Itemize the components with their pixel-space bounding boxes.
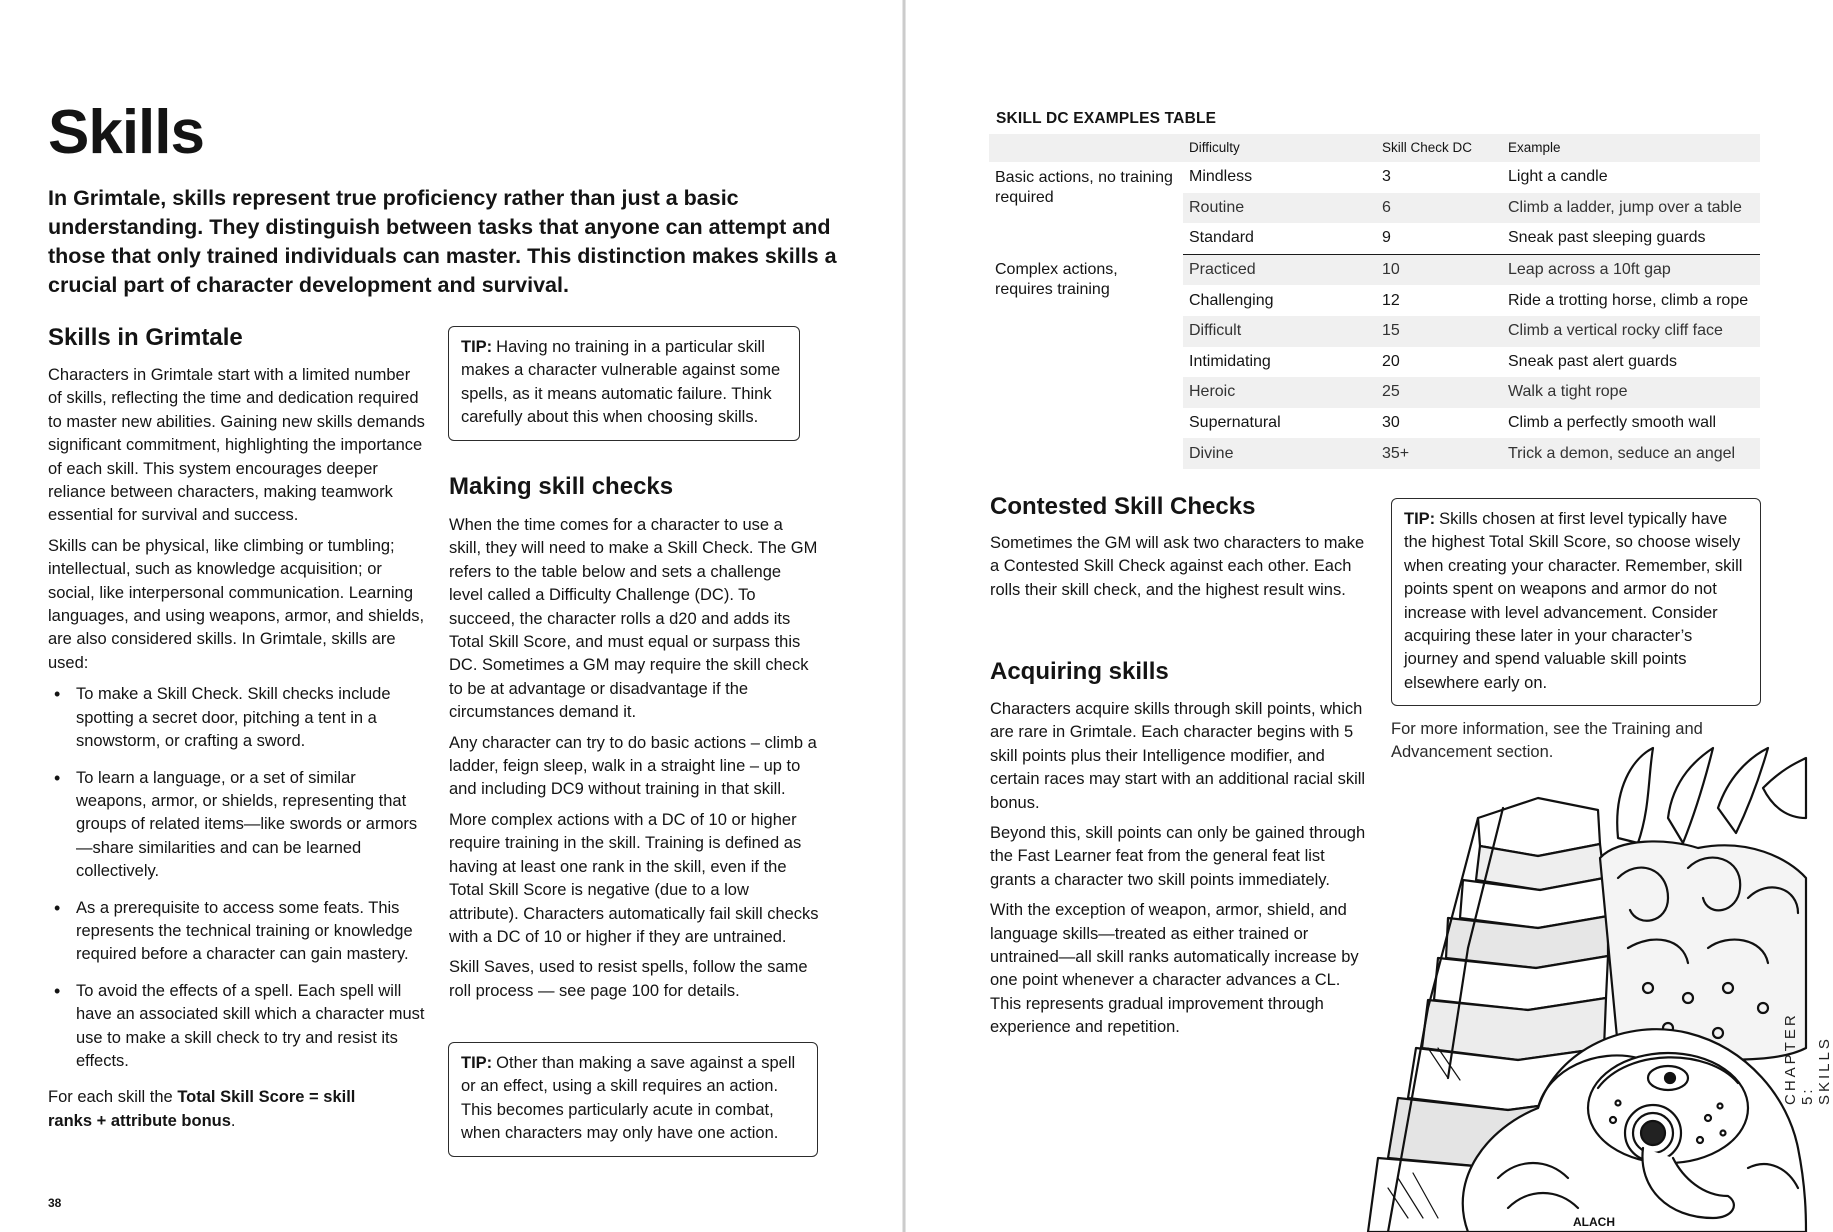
difficulty-cell: Challenging <box>1189 291 1274 309</box>
artist-signature: ALACH <box>1573 1215 1615 1229</box>
tip-box-no-training <box>448 326 800 441</box>
dc-cell: 15 <box>1376 316 1502 347</box>
example-cell: Sneak past alert guards <box>1508 352 1677 370</box>
tip-box-first-level <box>1391 498 1761 706</box>
dc-cell: 25 <box>1376 377 1502 408</box>
example-cell: Leap across a 10ft gap <box>1502 254 1760 285</box>
column-header <box>989 134 1183 162</box>
more-info-note: For more information, see the Training and Advancement section. <box>1391 720 1703 762</box>
list-item: • As a prerequisite to access some feats. This represents the technical training or knowledge required before a character can gain mastery. <box>48 897 428 967</box>
skills-in-grimtale-body <box>48 364 428 1133</box>
formula-prefix: For each skill the <box>48 1088 178 1107</box>
difficulty-cell: Difficult <box>1183 316 1376 347</box>
dc-cell: 3 <box>1382 168 1391 186</box>
difficulty-cell: Mindless <box>1189 168 1253 186</box>
difficulty-cell: Practiced <box>1183 254 1376 285</box>
page-number: 38 <box>48 1196 62 1210</box>
table-caption: SKILL DC EXAMPLES TABLE <box>996 110 1217 127</box>
dc-cell: 10 <box>1376 254 1502 285</box>
example-cell: Climb a vertical rocky cliff face <box>1502 316 1760 347</box>
example-cell: Light a candle <box>1508 168 1608 186</box>
tip-text: Skills chosen at first level typically have the highest Total Skill Score, so choose wisely when creating your character. Remember, skill points spent on weapons and armor do not increase with level advancement. Consider acquiring these later in your character’s journey and spend valuable skill points elsewhere early on. <box>1404 510 1743 692</box>
paragraph: With the exception of weapon, armor, shield, and language skills—treated as either trained or untrained—all skill ranks automatically increase by one point whenever a character advances a CL. This represents gradual improvement through experience and repetition. <box>990 901 1359 1037</box>
difficulty-cell: Divine <box>1183 438 1376 469</box>
paragraph: Characters in Grimtale start with a limited number of skills, reflecting the time and dedication required to master new abilities. Gaining new skills demands significant commitment, highlighting the importance of each skill. This system encourages deeper reliance between characters, making teamwork essential for survival and success. <box>48 366 425 525</box>
example-cell: Climb a perfectly smooth wall <box>1508 414 1717 432</box>
skill-uses-list <box>48 683 428 1073</box>
difficulty-cell: Standard <box>1183 223 1376 254</box>
table-row <box>989 254 1760 285</box>
paragraph: Beyond this, skill points can only be gained through the Fast Learner feat from the general feat list grants a character two skill points immediately. <box>990 824 1366 889</box>
acquiring-body <box>990 698 1370 1040</box>
list-item: • To avoid the effects of a spell. Each spell will have an associated skill which a character must use to make a skill check to try and resist its effects. <box>48 980 428 1074</box>
formula-text: Total Skill Score = skill ranks + attribute bonus <box>48 1088 356 1130</box>
column-header: Example <box>1502 134 1760 162</box>
example-cell: Ride a trotting horse, climb a rope <box>1508 291 1749 309</box>
skills-in-grimtale-heading: Skills in Grimtale <box>48 324 243 351</box>
making-skill-checks-section <box>449 472 819 1003</box>
paragraph: Any character can try to do basic actions – climb a ladder, feign sleep, walk in a straight line – up to and including DC9 without training in that skill. <box>449 733 817 799</box>
category-cell: Complex actions, requires training <box>989 254 1183 469</box>
contested-body <box>990 532 1370 602</box>
chapter-spine-label: CHAPTER 5: SKILLS <box>1782 1012 1833 1105</box>
paragraph: Skills can be physical, like climbing or tumbling; intellectual, such as knowledge acquisition; or social, like interpersonal communication. Learning languages, and using weapons, armor, and shields, are also considered skills. In Grimtale, skills are used: <box>48 536 425 672</box>
table-row <box>989 162 1760 193</box>
example-cell: Sneak past sleeping guards <box>1502 223 1760 254</box>
tip-label: TIP: <box>461 338 493 356</box>
difficulty-cell: Supernatural <box>1189 414 1281 432</box>
paragraph: When the time comes for a character to use a skill, they will need to make a Skill Check. The GM refers to the table below and sets a challenge level called a Difficulty Challenge (DC). To succeed, the character rolls a d20 and adds its Total Skill Score, and must equal or surpass this DC. Sometimes a GM may require the skill check to be at advantage or disadvantage if the circumstances demand it. <box>449 516 818 722</box>
monster-illustration <box>1368 748 1806 1232</box>
dc-cell: 30 <box>1382 414 1400 432</box>
dc-cell: 9 <box>1376 223 1502 254</box>
contested-skill-checks-section <box>990 492 1370 602</box>
dc-cell: 35+ <box>1376 438 1502 469</box>
acquiring-heading: Acquiring skills <box>990 658 1169 685</box>
skill-dc-table <box>989 134 1760 469</box>
difficulty-cell: Heroic <box>1183 377 1376 408</box>
difficulty-cell: Routine <box>1183 193 1376 224</box>
paragraph: Skill Saves, used to resist spells, follow the same roll process — see page 100 for details. <box>449 958 808 1000</box>
column-header: Skill Check DC <box>1376 134 1502 162</box>
tip-box-action <box>448 1042 818 1157</box>
left-page <box>0 0 902 1232</box>
dc-cell: 20 <box>1382 352 1400 370</box>
tip-label: TIP: <box>461 1054 493 1072</box>
example-cell: Walk a tight rope <box>1502 377 1760 408</box>
formula-suffix: . <box>230 1111 236 1130</box>
making-skill-checks-body <box>449 514 819 1003</box>
page-title: Skills <box>48 98 204 167</box>
tip-text: Having no training in a particular skill makes a character vulnerable against some spells, as it means automatic failure. Think carefully about this when choosing skills. <box>461 338 781 427</box>
tip-label: TIP: <box>1404 510 1436 528</box>
list-item: • To make a Skill Check. Skill checks include spotting a secret door, pitching a tent in a snowstorm, or crafting a sword. <box>48 683 428 753</box>
acquiring-skills-section <box>990 657 1370 1040</box>
making-skill-checks-heading: Making skill checks <box>449 473 674 500</box>
category-cell: Basic actions, no training required <box>989 162 1183 254</box>
contested-heading: Contested Skill Checks <box>990 493 1256 520</box>
example-cell: Trick a demon, seduce an angel <box>1502 438 1760 469</box>
tip-text: Other than making a save against a spell or an effect, using a skill requires an action. This becomes particularly acute in combat, when characters may only have one action. <box>461 1054 796 1143</box>
difficulty-cell: Intimidating <box>1189 352 1271 370</box>
dc-cell: 6 <box>1376 193 1502 224</box>
paragraph: More complex actions with a DC of 10 or higher require training in the skill. Training is defined as having at least one rank in the skill, even if the Total Skill Score is negative (due to a low attribute). Characters automatically fail skill checks with a DC of 10 or higher if they are untrained. <box>449 810 819 946</box>
total-skill-score-formula <box>48 1086 388 1133</box>
paragraph: Sometimes the GM will ask two characters to make a Contested Skill Check against each other. Each rolls their skill check, and the highest result wins. <box>990 534 1365 599</box>
table-header-row <box>989 134 1760 162</box>
skills-in-grimtale-section <box>48 323 428 1133</box>
dc-cell: 12 <box>1382 291 1400 309</box>
intro-paragraph: In Grimtale, skills represent true proficiency rather than just a basic understanding. They distinguish between tasks that anyone can attempt and those that only trained individuals can master. This distinction makes skills a crucial part of character development and survival. <box>48 186 837 297</box>
column-header: Difficulty <box>1183 134 1376 162</box>
list-item: • To learn a language, or a set of similar weapons, armor, or shields, representing that groups of related items—like swords or armors—share similarities and can be learned collectively. <box>48 767 428 884</box>
paragraph: Characters acquire skills through skill points, which are rare in Grimtale. Each character begins with 5 skill points plus their Intelligence modifier, and certain races may start with an additional racial skill bonus. <box>990 700 1366 812</box>
example-cell: Climb a ladder, jump over a table <box>1502 193 1760 224</box>
